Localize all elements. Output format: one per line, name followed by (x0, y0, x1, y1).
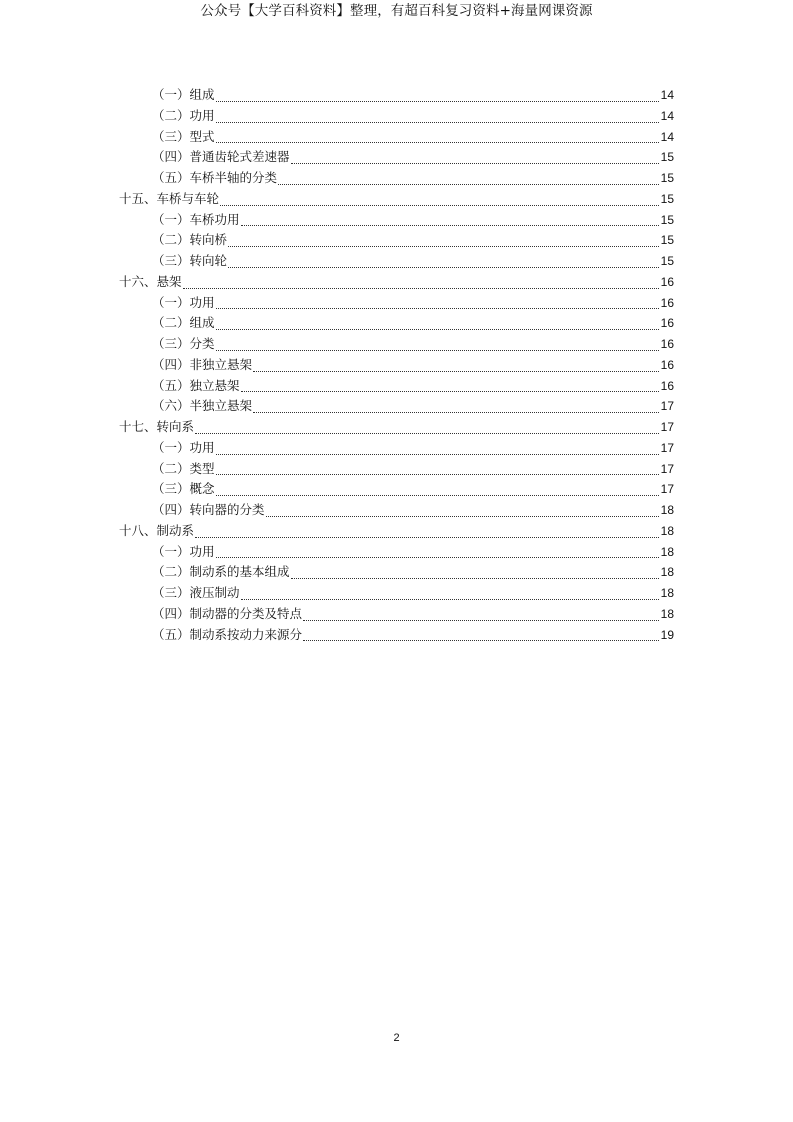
toc-subsection-entry[interactable] (119, 147, 674, 168)
toc-dot-leader (216, 101, 659, 102)
page-number: 2 (393, 1032, 400, 1044)
toc-entry-page[interactable]: 15 (660, 191, 674, 206)
toc-subsection-entry[interactable] (119, 583, 674, 604)
toc-entry-page[interactable]: 19 (660, 627, 674, 642)
toc-dot-leader (266, 516, 659, 517)
toc-subsection-entry[interactable] (119, 562, 674, 583)
toc-subsection-entry[interactable] (119, 438, 674, 459)
toc-dot-leader (216, 308, 659, 309)
toc-section-entry[interactable] (119, 521, 674, 542)
toc-dot-leader (216, 454, 659, 455)
toc-subsection-entry[interactable] (119, 293, 674, 314)
toc-subsection-entry[interactable] (119, 334, 674, 355)
toc-dot-leader (216, 350, 659, 351)
toc-entry-title[interactable]: （一）功用 (152, 294, 215, 310)
toc-entry-title[interactable]: （二）类型 (152, 460, 215, 476)
toc-dot-leader (216, 474, 659, 475)
toc-entry-title[interactable]: 十六、悬架 (119, 273, 182, 289)
toc-entry-page[interactable]: 14 (660, 88, 674, 102)
toc-entry-page[interactable]: 15 (660, 150, 674, 165)
toc-subsection-entry[interactable] (119, 479, 674, 500)
toc-subsection-entry[interactable] (119, 604, 674, 625)
toc-entry-title[interactable]: （二）组成 (152, 315, 215, 331)
toc-entry-title[interactable]: （一）功用 (152, 543, 215, 559)
toc-dot-leader (303, 640, 659, 641)
toc-entry-title[interactable]: （二）制动系的基本组成 (152, 564, 290, 580)
toc-dot-leader (253, 412, 659, 413)
toc-entry-page[interactable]: 17 (660, 461, 674, 476)
toc-dot-leader (241, 225, 659, 226)
toc-subsection-entry[interactable] (119, 210, 674, 231)
toc-dot-leader (228, 267, 659, 268)
toc-entry-title[interactable]: （三）转向轮 (152, 253, 228, 268)
toc-dot-leader (241, 391, 659, 392)
toc-entry-page[interactable]: 16 (660, 316, 674, 331)
page-header: 公众号【大学百科资料】整理，有超百科复习资料+海量网课资源 (200, 3, 593, 19)
toc-entry-title[interactable]: （一）功用 (152, 439, 215, 455)
toc-entry-page[interactable]: 15 (660, 233, 674, 248)
toc-subsection-entry[interactable] (119, 500, 674, 521)
toc-entry-title[interactable]: （二）功用 (152, 107, 215, 123)
toc-entry-title[interactable]: （四）制动器的分类及特点 (152, 605, 303, 621)
toc-entry-page[interactable]: 16 (660, 274, 674, 289)
toc-section-entry[interactable] (119, 272, 674, 293)
toc-entry-title[interactable]: （四）非独立悬架 (152, 356, 253, 372)
toc-dot-leader (253, 371, 659, 372)
toc-entry-title[interactable]: （二）转向桥 (152, 232, 228, 248)
toc-entry-title[interactable]: （三）概念 (152, 481, 215, 497)
toc-dot-leader (216, 329, 659, 330)
toc-entry-title[interactable]: 十八、制动系 (119, 522, 195, 538)
toc-dot-leader (216, 495, 659, 496)
toc-entry-page[interactable]: 14 (660, 108, 674, 123)
toc-entry-title[interactable]: （三）液压制动 (152, 585, 240, 600)
toc-entry-page[interactable]: 15 (660, 254, 674, 268)
toc-entry-title[interactable]: 十五、车桥与车轮 (119, 190, 220, 206)
toc-dot-leader (216, 557, 659, 558)
toc-entry-title[interactable]: 十七、转向系 (119, 419, 195, 434)
toc-dot-leader (195, 537, 659, 538)
toc-entry-page[interactable]: 17 (660, 440, 674, 455)
toc-entry-title[interactable]: （三）型式 (152, 128, 215, 144)
toc-subsection-entry[interactable] (119, 625, 674, 646)
toc-entry-title[interactable]: （五）车桥半轴的分类 (152, 170, 278, 185)
toc-entry-page[interactable]: 18 (660, 523, 674, 538)
toc-dot-leader (216, 142, 659, 143)
toc-entry-page[interactable]: 15 (660, 171, 674, 185)
toc-entry-page[interactable]: 18 (660, 565, 674, 580)
toc-entry-page[interactable]: 17 (660, 420, 674, 434)
toc-entry-page[interactable]: 17 (660, 399, 674, 414)
toc-subsection-entry[interactable] (119, 396, 674, 417)
toc-entry-page[interactable]: 16 (660, 295, 674, 310)
toc-dot-leader (216, 122, 659, 123)
toc-dot-leader (195, 433, 659, 434)
toc-subsection-entry[interactable] (119, 230, 674, 251)
toc-dot-leader (228, 246, 659, 247)
toc-dot-leader (291, 578, 659, 579)
toc-entry-page[interactable]: 14 (660, 129, 674, 144)
toc-subsection-entry[interactable] (119, 355, 674, 376)
table-of-contents (119, 85, 674, 645)
toc-subsection-entry[interactable] (119, 127, 674, 148)
toc-entry-title[interactable]: （五）独立悬架 (152, 377, 240, 393)
toc-subsection-entry[interactable] (119, 459, 674, 480)
toc-subsection-entry[interactable] (119, 106, 674, 127)
toc-entry-page[interactable]: 16 (660, 357, 674, 372)
toc-subsection-entry[interactable] (119, 376, 674, 397)
toc-entry-page[interactable]: 16 (660, 378, 674, 393)
toc-entry-title[interactable]: （三）分类 (152, 336, 215, 351)
toc-entry-title[interactable]: （四）转向器的分类 (152, 502, 265, 517)
toc-entry-title[interactable]: （四）普通齿轮式差速器 (152, 149, 290, 165)
toc-subsection-entry[interactable] (119, 168, 674, 189)
toc-dot-leader (241, 599, 659, 600)
toc-entry-page[interactable]: 17 (660, 482, 674, 497)
toc-entry-page[interactable]: 18 (660, 544, 674, 559)
toc-subsection-entry[interactable] (119, 85, 674, 106)
toc-section-entry[interactable] (119, 417, 674, 438)
toc-dot-leader (303, 620, 659, 621)
toc-entry-page[interactable]: 15 (660, 212, 674, 227)
toc-dot-leader (291, 163, 659, 164)
toc-dot-leader (278, 184, 659, 185)
toc-entry-title[interactable]: （五）制动系按动力来源分 (152, 626, 303, 642)
toc-entry-title[interactable]: （一）车桥功用 (152, 211, 240, 227)
toc-entry-title[interactable]: （一）组成 (152, 87, 215, 102)
toc-entry-page[interactable]: 16 (660, 337, 674, 351)
toc-subsection-entry[interactable] (119, 313, 674, 334)
toc-entry-page[interactable]: 18 (660, 503, 674, 517)
toc-entry-page[interactable]: 18 (660, 586, 674, 600)
toc-dot-leader (183, 288, 659, 289)
toc-subsection-entry[interactable] (119, 542, 674, 563)
toc-dot-leader (220, 205, 659, 206)
toc-section-entry[interactable] (119, 189, 674, 210)
toc-entry-page[interactable]: 18 (660, 606, 674, 621)
toc-subsection-entry[interactable] (119, 251, 674, 272)
toc-entry-title[interactable]: （六）半独立悬架 (152, 398, 253, 414)
